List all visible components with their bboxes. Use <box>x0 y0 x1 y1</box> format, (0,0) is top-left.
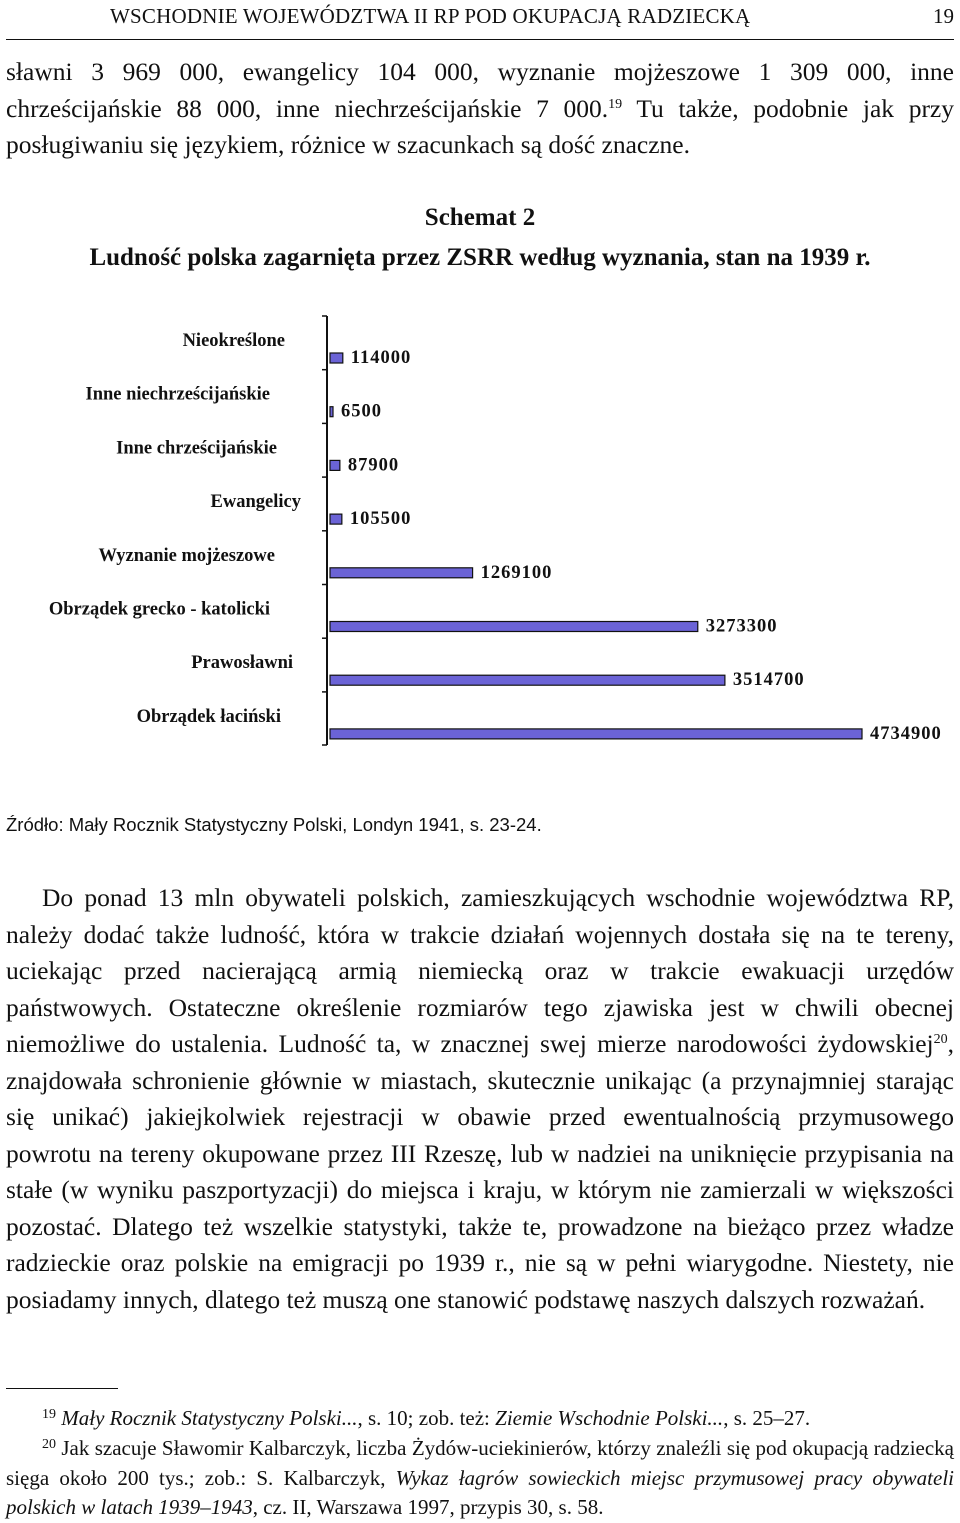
header-rule <box>6 39 954 40</box>
bar-chart <box>0 310 960 750</box>
bar <box>330 622 698 632</box>
footnote-19 <box>6 1404 954 1434</box>
paragraph-1 <box>6 54 954 164</box>
value-label: 1269100 <box>480 562 553 583</box>
paragraph-1-text-a: sławni 3 969 000, ewangelicy 104 000, wyznanie mojżeszowe 1 309 000, inne chrześcijańskie 88 000, inne niechrześcijańskie 7 000. <box>6 57 954 123</box>
schema-label: Schemat 2 <box>424 204 536 231</box>
paragraph-2 <box>6 880 954 1318</box>
footnote-20-title: Wykaz łagrów sowieckich miejsc przymusowej pracy obywateli polskich w latach 1939–1943 <box>6 1465 954 1519</box>
category-label: Inne niechrześcijańskie <box>85 384 270 405</box>
category-label: Obrządek łaciński <box>136 706 281 727</box>
footnote-20 <box>6 1434 954 1523</box>
bar <box>330 407 333 417</box>
footnote-19-title: Mały Rocznik Statystyczny Polski... <box>61 1406 358 1430</box>
value-label: 6500 <box>341 401 382 422</box>
bar <box>330 353 343 363</box>
schema-title: Ludność polska zagarnięta przez ZSRR według wyznania, stan na 1939 r. <box>89 244 871 271</box>
paragraph-2-text-a: Do ponad 13 mln obywateli polskich, zamieszkujących wschodnie województwa RP, należy dodać także ludność, która w trakcie działań wojennych dostała się na te tereny, uciekając przed nacierającą armią niemiecką oraz w trakcie ewakuacji urzędów państwowych. Ostateczne określenie rozmiarów tego zjawiska jest w chwili obecnej niemożliwe do ustalenia. Ludność ta, w znacznej swej mierze narodowości żydowskiej <box>6 883 954 1058</box>
value-label: 105500 <box>349 509 412 530</box>
bar <box>330 729 862 739</box>
paragraph-2-text-b: , znajdowała schronienie głównie w miastach, skutecznie unikając (a przynajmniej starając się unikać) jakiejkolwiek rejestracji w obawie przed ewentualnością przymusowego powrotu na tereny okupowane przez III Rzeszę, lub w nadziei na uniknięcie przypisania na stałe (w wyniku paszportyzacji) do miejsca i kraju, w którym nie zamierzali w większości pozostać. Dlatego też wszelkie statystyki, także te, prowadzone na bieżąco przez władze radzieckie oraz polskie na emigracji po 1939 r., nie są w pełni wiarygodne. Niestety, nie posiadamy innych, dlatego też muszą one stanowić podstawę naszych dalszych rozważań. <box>6 1029 954 1314</box>
value-label: 3514700 <box>732 670 805 691</box>
bar <box>330 568 473 578</box>
category-label: Obrządek grecko - katolicki <box>48 599 270 620</box>
value-label: 87900 <box>347 455 400 476</box>
category-label: Inne chrześcijańskie <box>116 438 277 459</box>
chart-source: Źródło: Mały Rocznik Statystyczny Polski, Londyn 1941, s. 23-24. <box>6 814 542 835</box>
value-label: 3273300 <box>705 616 778 637</box>
running-header: WSCHODNIE WOJEWÓDZTWA II RP POD OKUPACJĄ RADZIECKĄ <box>110 4 751 28</box>
footnote-19-number: 19 <box>42 1407 56 1422</box>
bar <box>330 460 340 470</box>
footnote-20-text-b: , cz. II, Warszawa 1997, przypis 30, s. 58. <box>252 1495 604 1519</box>
value-label: 4734900 <box>870 723 942 744</box>
footnote-20-text-a: Jak szacuje Sławomir Kalbarczyk, liczba Żydów-uciekinierów, którzy znaleźli się pod okupacją radziecką sięga około 200 tys.; zob.: S. Kalbarczyk, <box>6 1436 955 1490</box>
category-label: Prawosławni <box>191 653 293 674</box>
bar <box>330 675 725 685</box>
footnote-rule <box>6 1388 118 1389</box>
footnote-19-end: , s. 25–27. <box>723 1406 811 1430</box>
value-label: 114000 <box>350 348 412 368</box>
category-label: Wyznanie mojżeszowe <box>98 545 275 566</box>
footnote-ref-19[interactable]: 19 <box>608 96 623 112</box>
paragraph-1-text-b: Tu także, podobnie jak przy posługiwaniu się językiem, różnice w szacunkach są dość znaczne. <box>6 93 955 159</box>
footnote-19-mid: , s. 10; zob. też: <box>357 1406 496 1430</box>
footnote-19-title2: Ziemie Wschodnie Polski... <box>495 1406 724 1430</box>
footnote-ref-20[interactable]: 20 <box>933 1032 948 1047</box>
category-label: Ewangelicy <box>210 492 301 513</box>
page-number: 19 <box>933 4 954 28</box>
bar <box>330 514 342 524</box>
category-label: Nieokreślone <box>182 331 285 351</box>
footnote-20-number: 20 <box>42 1437 56 1452</box>
